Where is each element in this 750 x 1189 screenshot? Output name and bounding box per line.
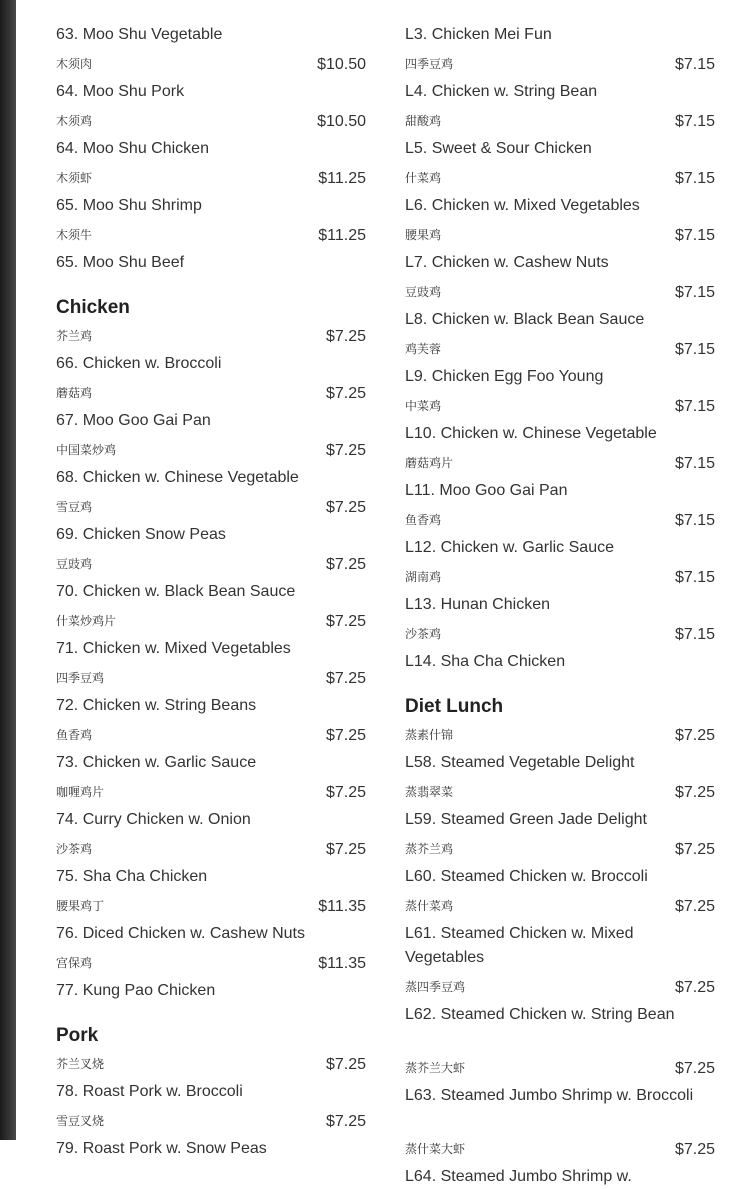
menu-item-price: $7.15 [674,398,715,415]
menu-item-chinese-name: 芥兰鸡 [56,329,93,343]
menu-item-price: $7.25 [325,784,366,801]
menu-item-name: L58. Steamed Vegetable Delight [405,754,635,771]
menu-item-chinese-name: 蘑菇鸡 [56,386,93,400]
menu-item-name: L8. Chicken w. Black Bean Sauce [405,311,645,328]
menu-item-price: $7.25 [674,898,715,915]
menu-item-chinese-name: 蒸什菜鸡 [405,899,454,913]
menu-item-name: 77. Kung Pao Chicken [56,982,216,999]
menu-item [405,818,715,885]
menu-item-chinese-name: 腰果鸡 [405,228,442,242]
menu-item-chinese-name: 腰果鸡丁 [56,899,105,913]
menu-item-chinese-name: 宫保鸡 [56,956,93,970]
chicken-section [56,261,366,318]
menu-item-chinese-name: 木须牛 [56,228,93,242]
menu-item-chinese-name: 什菜鸡 [405,171,442,185]
menu-item-chinese-name: 甜酸鸡 [405,114,442,128]
menu-item [56,204,366,271]
menu-item-name: 74. Curry Chicken w. Onion [56,811,251,828]
menu-column-right [405,0,715,1185]
section-title-diet-lunch: Diet Lunch [405,696,504,717]
menu-column-left [56,0,366,1157]
menu-item-price: $11.25 [318,170,366,187]
menu-item-name: 75. Sha Cha Chicken [56,868,208,885]
menu-item [405,90,715,157]
menu-item-chinese-name: 沙茶鸡 [56,842,93,856]
menu-item-name: L10. Chicken w. Chinese Vegetable [405,425,657,442]
section-title-pork: Pork [56,1025,99,1046]
menu-item-chinese-name: 沙茶鸡 [405,627,442,641]
menu-item-chinese-name: 四季豆鸡 [405,57,454,71]
menu-item-name: L11. Moo Goo Gai Pan [405,482,568,499]
menu-item [56,0,366,43]
menu-item [56,419,366,486]
menu-item [56,818,366,885]
menu-item-chinese-name: 蒸芥兰鸡 [405,842,454,856]
menu-item-chinese-name: 雪豆鸡 [56,500,93,514]
menu-item-name: L64. Steamed Jumbo Shrimp w. [405,1168,632,1185]
menu-item-name: 69. Chicken Snow Peas [56,526,226,543]
menu-item-name: L12. Chicken w. Garlic Sauce [405,539,614,556]
menu-item [405,489,715,556]
left-edge-strip [0,0,16,1140]
menu-item [56,932,366,999]
menu-item-price: $7.25 [325,499,366,516]
menu-item-name: L60. Steamed Chicken w. Broccoli [405,868,648,885]
menu-item-chinese-name: 雪豆叉烧 [56,1114,105,1128]
menu-item [56,761,366,828]
menu-item-name: L63. Steamed Jumbo Shrimp w. Broccoli [405,1087,694,1104]
menu-item [405,204,715,271]
menu-item-chinese-name: 鱼香鸡 [405,513,442,527]
menu-item-price: $7.25 [325,841,366,858]
lunch-chicken-list [405,0,715,670]
moo-shu-list [56,0,366,271]
chicken-list [56,305,366,999]
menu-item-name: L14. Sha Cha Chicken [405,653,566,670]
menu-item-chinese-name: 豆豉鸡 [56,557,93,571]
menu-item [56,1090,366,1157]
menu-item-name: L4. Chicken w. String Bean [405,83,598,100]
menu-item-name: L5. Sweet & Sour Chicken [405,140,592,157]
menu-item-price: $7.15 [674,170,715,187]
menu-item-price: $7.25 [674,784,715,801]
menu-item [56,33,366,100]
menu-item-name: 67. Moo Goo Gai Pan [56,412,211,429]
menu-item-chinese-name: 木须鸡 [56,114,93,128]
menu-item-chinese-name: 中菜鸡 [405,399,442,413]
menu-item-chinese-name: 四季豆鸡 [56,671,105,685]
menu-item-chinese-name: 芥兰叉烧 [56,1057,105,1071]
menu-item-price: $7.15 [674,56,715,73]
menu-item-name: 70. Chicken w. Black Bean Sauce [56,583,296,600]
menu-item [405,261,715,328]
menu-item-price: $7.15 [674,626,715,643]
section-title-chicken: Chicken [56,297,130,318]
menu-item [405,875,715,966]
menu-item-price: $7.25 [674,1141,715,1158]
menu-item [56,647,366,714]
menu-item-price: $7.15 [674,227,715,244]
menu-item-price: $7.25 [325,556,366,573]
menu-item-chinese-name: 蒸翡翠菜 [405,785,454,799]
menu-item [405,1118,715,1185]
menu-item-price: $11.25 [318,227,366,244]
menu-item [56,147,366,214]
menu-item-price: $7.25 [325,328,366,345]
menu-item [56,875,366,942]
menu-item-chinese-name: 木须虾 [56,171,93,185]
menu-item-price: $7.15 [674,341,715,358]
menu-item [405,0,715,43]
menu-item-price: $7.25 [674,841,715,858]
menu-item-price: $7.25 [325,1056,366,1073]
menu-item-price: $7.25 [674,1060,715,1077]
menu-item-name: 65. Moo Shu Beef [56,254,185,271]
menu-item-chinese-name: 中国菜炒鸡 [56,443,117,457]
menu-item-chinese-name: 木须肉 [56,57,93,71]
menu-item-chinese-name: 豆豉鸡 [405,285,442,299]
menu-item [405,603,715,670]
menu-item [405,147,715,214]
menu-item-name: 66. Chicken w. Broccoli [56,355,222,372]
menu-item-price: $11.35 [318,955,366,972]
menu-item-name: L3. Chicken Mei Fun [405,26,552,43]
menu-item-name: L7. Chicken w. Cashew Nuts [405,254,609,271]
menu-item [56,590,366,657]
menu-item-price: $10.50 [317,56,366,73]
menu-item-price: $7.25 [325,670,366,687]
menu-item-name: L61. Steamed Chicken w. Mixed Vegetables [405,925,634,966]
menu-item [56,704,366,771]
menu-item-name: L59. Steamed Green Jade Delight [405,811,647,828]
menu-item [56,90,366,157]
menu-item [405,956,715,1037]
menu-item-chinese-name: 蘑菇鸡片 [405,456,454,470]
menu-item [405,1037,715,1118]
menu-item-chinese-name: 蒸芥兰大虾 [405,1061,466,1075]
menu-item [405,704,715,771]
menu-item-price: $7.15 [674,569,715,586]
menu-item-price: $10.50 [317,113,366,130]
menu-item-price: $7.25 [674,727,715,744]
menu-item-name: L62. Steamed Chicken w. String Bean [405,1006,675,1023]
menu-item-name: L6. Chicken w. Mixed Vegetables [405,197,640,214]
menu-item-chinese-name: 什菜炒鸡片 [56,614,117,628]
menu-item-name: 76. Diced Chicken w. Cashew Nuts [56,925,305,942]
menu-item-price: $7.25 [325,613,366,630]
menu-item-chinese-name: 鸡芙蓉 [405,342,442,356]
menu-item-price: $7.15 [674,512,715,529]
menu-item-chinese-name: 蒸素什锦 [405,728,454,742]
menu-item-price: $7.15 [674,284,715,301]
menu-item-chinese-name: 咖喱鸡片 [56,785,105,799]
menu-item [56,362,366,429]
menu-item-name: 65. Moo Shu Shrimp [56,197,202,214]
menu-item-name: 64. Moo Shu Chicken [56,140,209,157]
pork-section [56,989,366,1046]
menu-item-price: $11.35 [318,898,366,915]
menu-item [56,533,366,600]
menu-item [405,318,715,385]
menu-item-price: $7.15 [674,455,715,472]
menu-item [405,33,715,100]
menu-item-price: $7.15 [674,113,715,130]
menu-item-chinese-name: 蒸四季豆鸡 [405,980,466,994]
diet-lunch-section [405,660,715,717]
menu-item-price: $7.25 [325,1113,366,1130]
menu-item-chinese-name: 蒸什菜大虾 [405,1142,466,1156]
menu-item-name: 73. Chicken w. Garlic Sauce [56,754,257,771]
menu-item-name: 78. Roast Pork w. Broccoli [56,1083,243,1100]
menu-item-name: 68. Chicken w. Chinese Vegetable [56,469,299,486]
menu-item [56,1033,366,1100]
menu-item [405,375,715,442]
menu-item-price: $7.25 [325,442,366,459]
menu-item [405,432,715,499]
menu-item-price: $7.25 [674,979,715,996]
menu-item-name: L13. Hunan Chicken [405,596,550,613]
menu-item-name: L9. Chicken Egg Foo Young [405,368,604,385]
menu-item [56,476,366,543]
menu-item-chinese-name: 湖南鸡 [405,570,442,584]
menu-item [405,761,715,828]
diet-lunch-list [405,704,715,1185]
pork-list [56,1033,366,1157]
menu-item-name: 63. Moo Shu Vegetable [56,26,223,43]
menu-item-price: $7.25 [325,727,366,744]
menu-item-name: 72. Chicken w. String Beans [56,697,257,714]
menu-item-name: 71. Chicken w. Mixed Vegetables [56,640,291,657]
menu-item [405,546,715,613]
menu-item-chinese-name: 鱼香鸡 [56,728,93,742]
menu-item-price: $7.25 [325,385,366,402]
menu-item-name: 64. Moo Shu Pork [56,83,185,100]
menu-item [56,305,366,372]
menu-item-name: 79. Roast Pork w. Snow Peas [56,1140,267,1157]
